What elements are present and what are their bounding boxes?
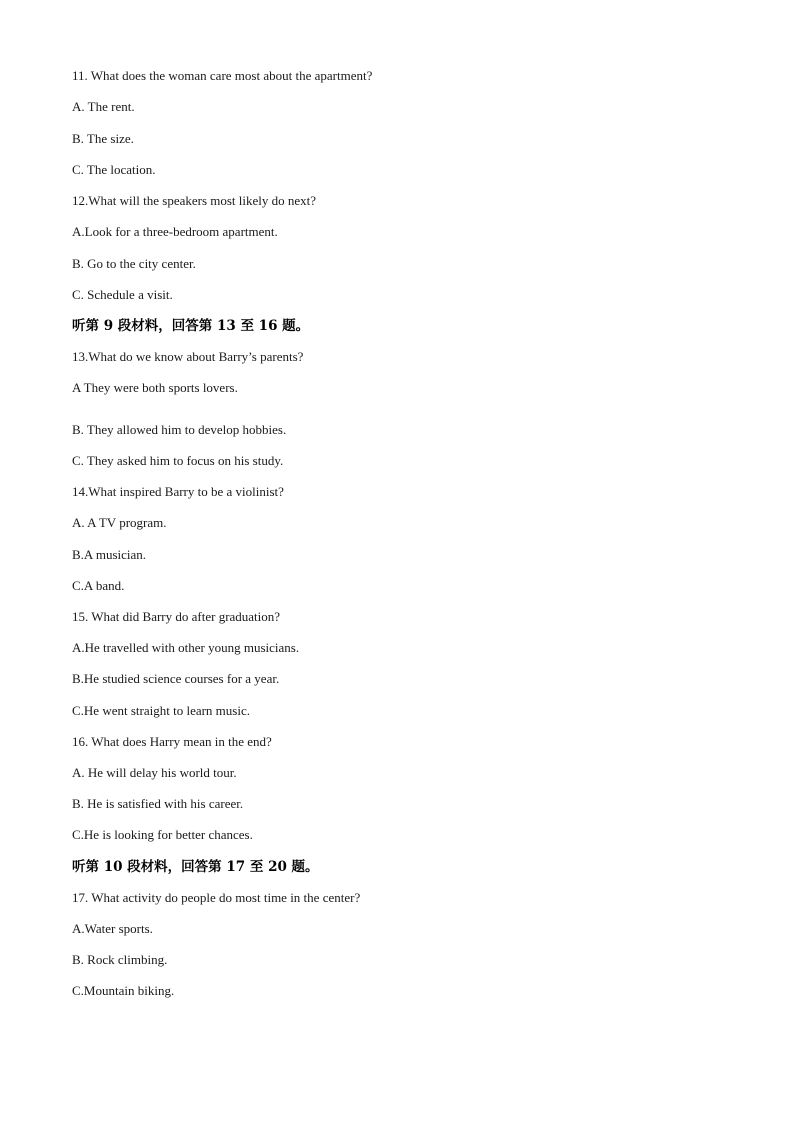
option-14-c: C.A band. bbox=[72, 578, 125, 593]
option-17-a: A.Water sports. bbox=[72, 921, 153, 936]
option-12-b: B. Go to the city center. bbox=[72, 256, 196, 271]
option-12-a: A.Look for a three-bedroom apartment. bbox=[72, 224, 278, 239]
option-15-b: B.He studied science courses for a year. bbox=[72, 671, 280, 686]
section-heading-10: 听第 10 段材料，回答第 17 至 20 题。 bbox=[72, 859, 319, 875]
question-16: 16. What does Harry mean in the end? bbox=[72, 734, 272, 749]
question-11: 11. What does the woman care most about the apartment? bbox=[72, 68, 373, 83]
option-16-b: B. He is satisfied with his career. bbox=[72, 796, 244, 811]
question-14: 14.What inspired Barry to be a violinist? bbox=[72, 484, 284, 499]
option-17-b: B. Rock climbing. bbox=[72, 952, 168, 967]
option-13-a: A They were both sports lovers. bbox=[72, 380, 238, 395]
option-11-b: B. The size. bbox=[72, 131, 134, 146]
option-15-c: C.He went straight to learn music. bbox=[72, 703, 250, 718]
option-11-c: C. The location. bbox=[72, 162, 156, 177]
question-13: 13.What do we know about Barry’s parents? bbox=[72, 349, 304, 364]
question-12: 12.What will the speakers most likely do next? bbox=[72, 193, 317, 208]
option-12-c: C. Schedule a visit. bbox=[72, 287, 173, 302]
option-14-b: B.A musician. bbox=[72, 547, 147, 562]
option-13-c: C. They asked him to focus on his study. bbox=[72, 453, 284, 468]
option-13-b: B. They allowed him to develop hobbies. bbox=[72, 422, 287, 437]
section-heading-9: 听第 9 段材料，回答第 13 至 16 题。 bbox=[72, 318, 310, 334]
option-16-a: A. He will delay his world tour. bbox=[72, 765, 237, 780]
option-14-a: A. A TV program. bbox=[72, 515, 167, 530]
question-17: 17. What activity do people do most time in the center? bbox=[72, 890, 361, 905]
question-15: 15. What did Barry do after graduation? bbox=[72, 609, 281, 624]
option-11-a: A. The rent. bbox=[72, 99, 135, 114]
option-16-c: C.He is looking for better chances. bbox=[72, 827, 253, 842]
option-17-c: C.Mountain biking. bbox=[72, 983, 175, 998]
option-15-a: A.He travelled with other young musicians. bbox=[72, 640, 300, 655]
